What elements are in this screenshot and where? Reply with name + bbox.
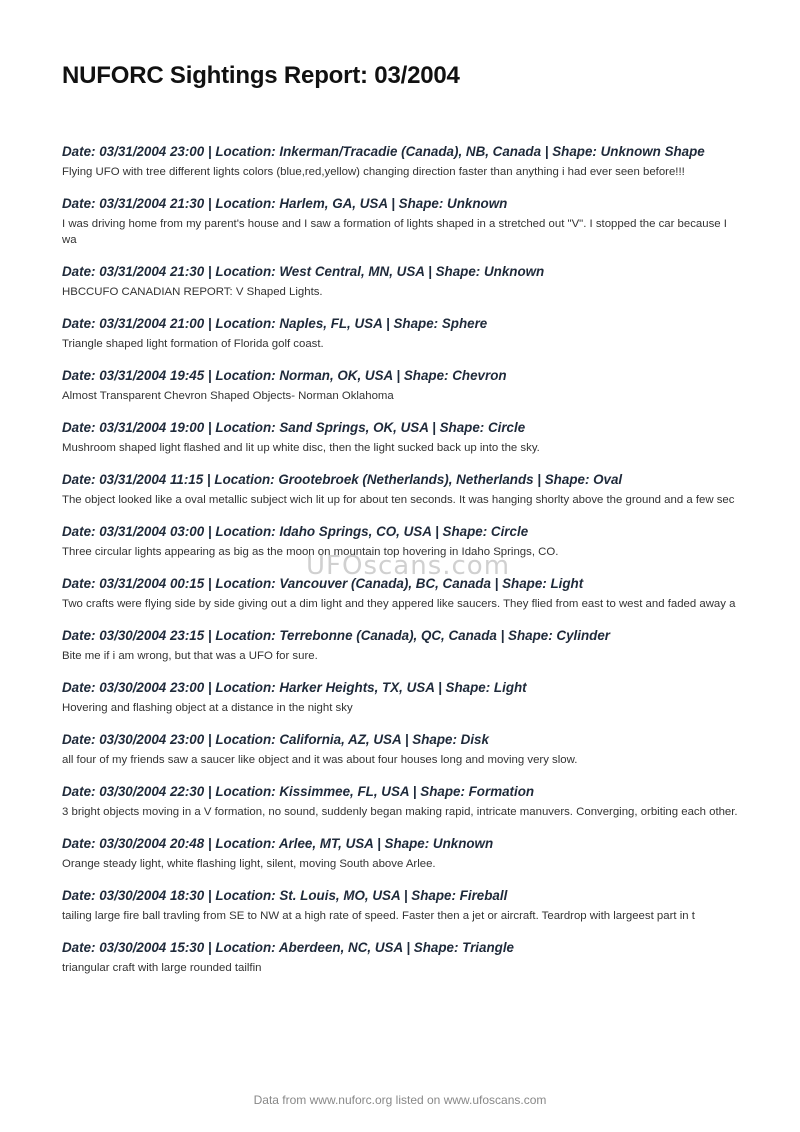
watermark: UFOscans.com (306, 551, 511, 581)
sighting-heading: Date: 03/30/2004 23:00 | Location: California, AZ, USA | Shape: Disk (62, 732, 489, 747)
sighting-description: Mushroom shaped light flashed and lit up white disc, then the light sucked back up into the sky. (62, 442, 540, 454)
sighting-entry (62, 367, 738, 404)
sighting-heading: Date: 03/30/2004 23:00 | Location: Harker Heights, TX, USA | Shape: Light (62, 680, 527, 695)
sighting-entry (62, 315, 738, 352)
sighting-entry (62, 731, 738, 768)
sighting-heading: Date: 03/31/2004 23:00 | Location: Inkerman/Tracadie (Canada), NB, Canada | Shape: Unknown Shape (62, 144, 705, 159)
sighting-heading: Date: 03/31/2004 03:00 | Location: Idaho Springs, CO, USA | Shape: Circle (62, 524, 529, 539)
sighting-entry (62, 939, 738, 976)
sighting-entry (62, 783, 738, 820)
sighting-heading: Date: 03/31/2004 19:45 | Location: Norman, OK, USA | Shape: Chevron (62, 368, 507, 383)
sighting-heading: Date: 03/31/2004 21:00 | Location: Naples, FL, USA | Shape: Sphere (62, 316, 488, 331)
page-title: NUFORC Sightings Report: 03/2004 (62, 62, 460, 89)
sighting-heading: Date: 03/30/2004 20:48 | Location: Arlee, MT, USA | Shape: Unknown (62, 836, 494, 851)
sighting-description: Three circular lights appearing as big as the moon on mountain top hovering in Idaho Springs, CO. (62, 546, 559, 558)
sighting-heading: Date: 03/31/2004 00:15 | Location: Vancouver (Canada), BC, Canada | Shape: Light (62, 576, 584, 591)
sighting-entry (62, 471, 738, 508)
sighting-heading: Date: 03/31/2004 21:30 | Location: Harlem, GA, USA | Shape: Unknown (62, 196, 508, 211)
sighting-description: Hovering and flashing object at a distance in the night sky (62, 702, 353, 714)
sighting-description: The object looked like a oval metallic subject wich lit up for about ten seconds. It was hanging shorlty above the ground and a few sec (62, 494, 735, 506)
sighting-description: Two crafts were flying side by side giving out a dim light and they appered like saucers. They flied from east to west and faded away a (62, 598, 736, 610)
sighting-entry (62, 419, 738, 456)
sighting-description: I was driving home from my parent's house and I saw a formation of lights shaped in a stretched out "V". I stopped the car because I wa (62, 218, 727, 246)
sighting-description: 3 bright objects moving in a V formation, no sound, suddenly began making rapid, intricate manuvers. Converging, orbiting each other. (62, 806, 738, 818)
sighting-description: Flying UFO with tree different lights colors (blue,red,yellow) changing direction faster than anything i had ever seen before!!! (62, 166, 685, 178)
sighting-heading: Date: 03/30/2004 18:30 | Location: St. Louis, MO, USA | Shape: Fireball (62, 888, 508, 903)
sighting-description: HBCCUFO CANADIAN REPORT: V Shaped Lights. (62, 286, 323, 298)
sighting-entry (62, 575, 738, 612)
sighting-entry (62, 523, 738, 560)
sighting-entry (62, 195, 738, 248)
sighting-heading: Date: 03/31/2004 11:15 | Location: Grootebroek (Netherlands), Netherlands | Shape: Oval (62, 472, 623, 487)
sighting-entry (62, 143, 738, 180)
sighting-heading: Date: 03/31/2004 19:00 | Location: Sand Springs, OK, USA | Shape: Circle (62, 420, 526, 435)
sighting-entry (62, 835, 738, 872)
sighting-heading: Date: 03/30/2004 22:30 | Location: Kissimmee, FL, USA | Shape: Formation (62, 784, 535, 799)
sighting-description: triangular craft with large rounded tailfin (62, 962, 262, 974)
sighting-entry (62, 887, 738, 924)
sighting-description: tailing large fire ball travling from SE to NW at a high rate of speed. Faster then a jet or aircraft. Teardrop with largeest part in t (62, 910, 695, 922)
sighting-description: Orange steady light, white flashing light, silent, moving South above Arlee. (62, 858, 436, 870)
sighting-entry (62, 263, 738, 300)
sightings-list (62, 143, 738, 991)
sighting-heading: Date: 03/30/2004 15:30 | Location: Aberdeen, NC, USA | Shape: Triangle (62, 940, 515, 955)
sighting-description: Almost Transparent Chevron Shaped Objects- Norman Oklahoma (62, 390, 394, 402)
sighting-heading: Date: 03/31/2004 21:30 | Location: West Central, MN, USA | Shape: Unknown (62, 264, 545, 279)
sighting-description: Triangle shaped light formation of Florida golf coast. (62, 338, 324, 350)
sighting-description: Bite me if i am wrong, but that was a UFO for sure. (62, 650, 318, 662)
sighting-heading: Date: 03/30/2004 23:15 | Location: Terrebonne (Canada), QC, Canada | Shape: Cylinder (62, 628, 610, 643)
sighting-entry (62, 679, 738, 716)
page-footer: Data from www.nuforc.org listed on www.ufoscans.com (253, 1093, 547, 1107)
sighting-description: all four of my friends saw a saucer like object and it was about four houses long and moving very slow. (62, 754, 578, 766)
sighting-entry (62, 627, 738, 664)
